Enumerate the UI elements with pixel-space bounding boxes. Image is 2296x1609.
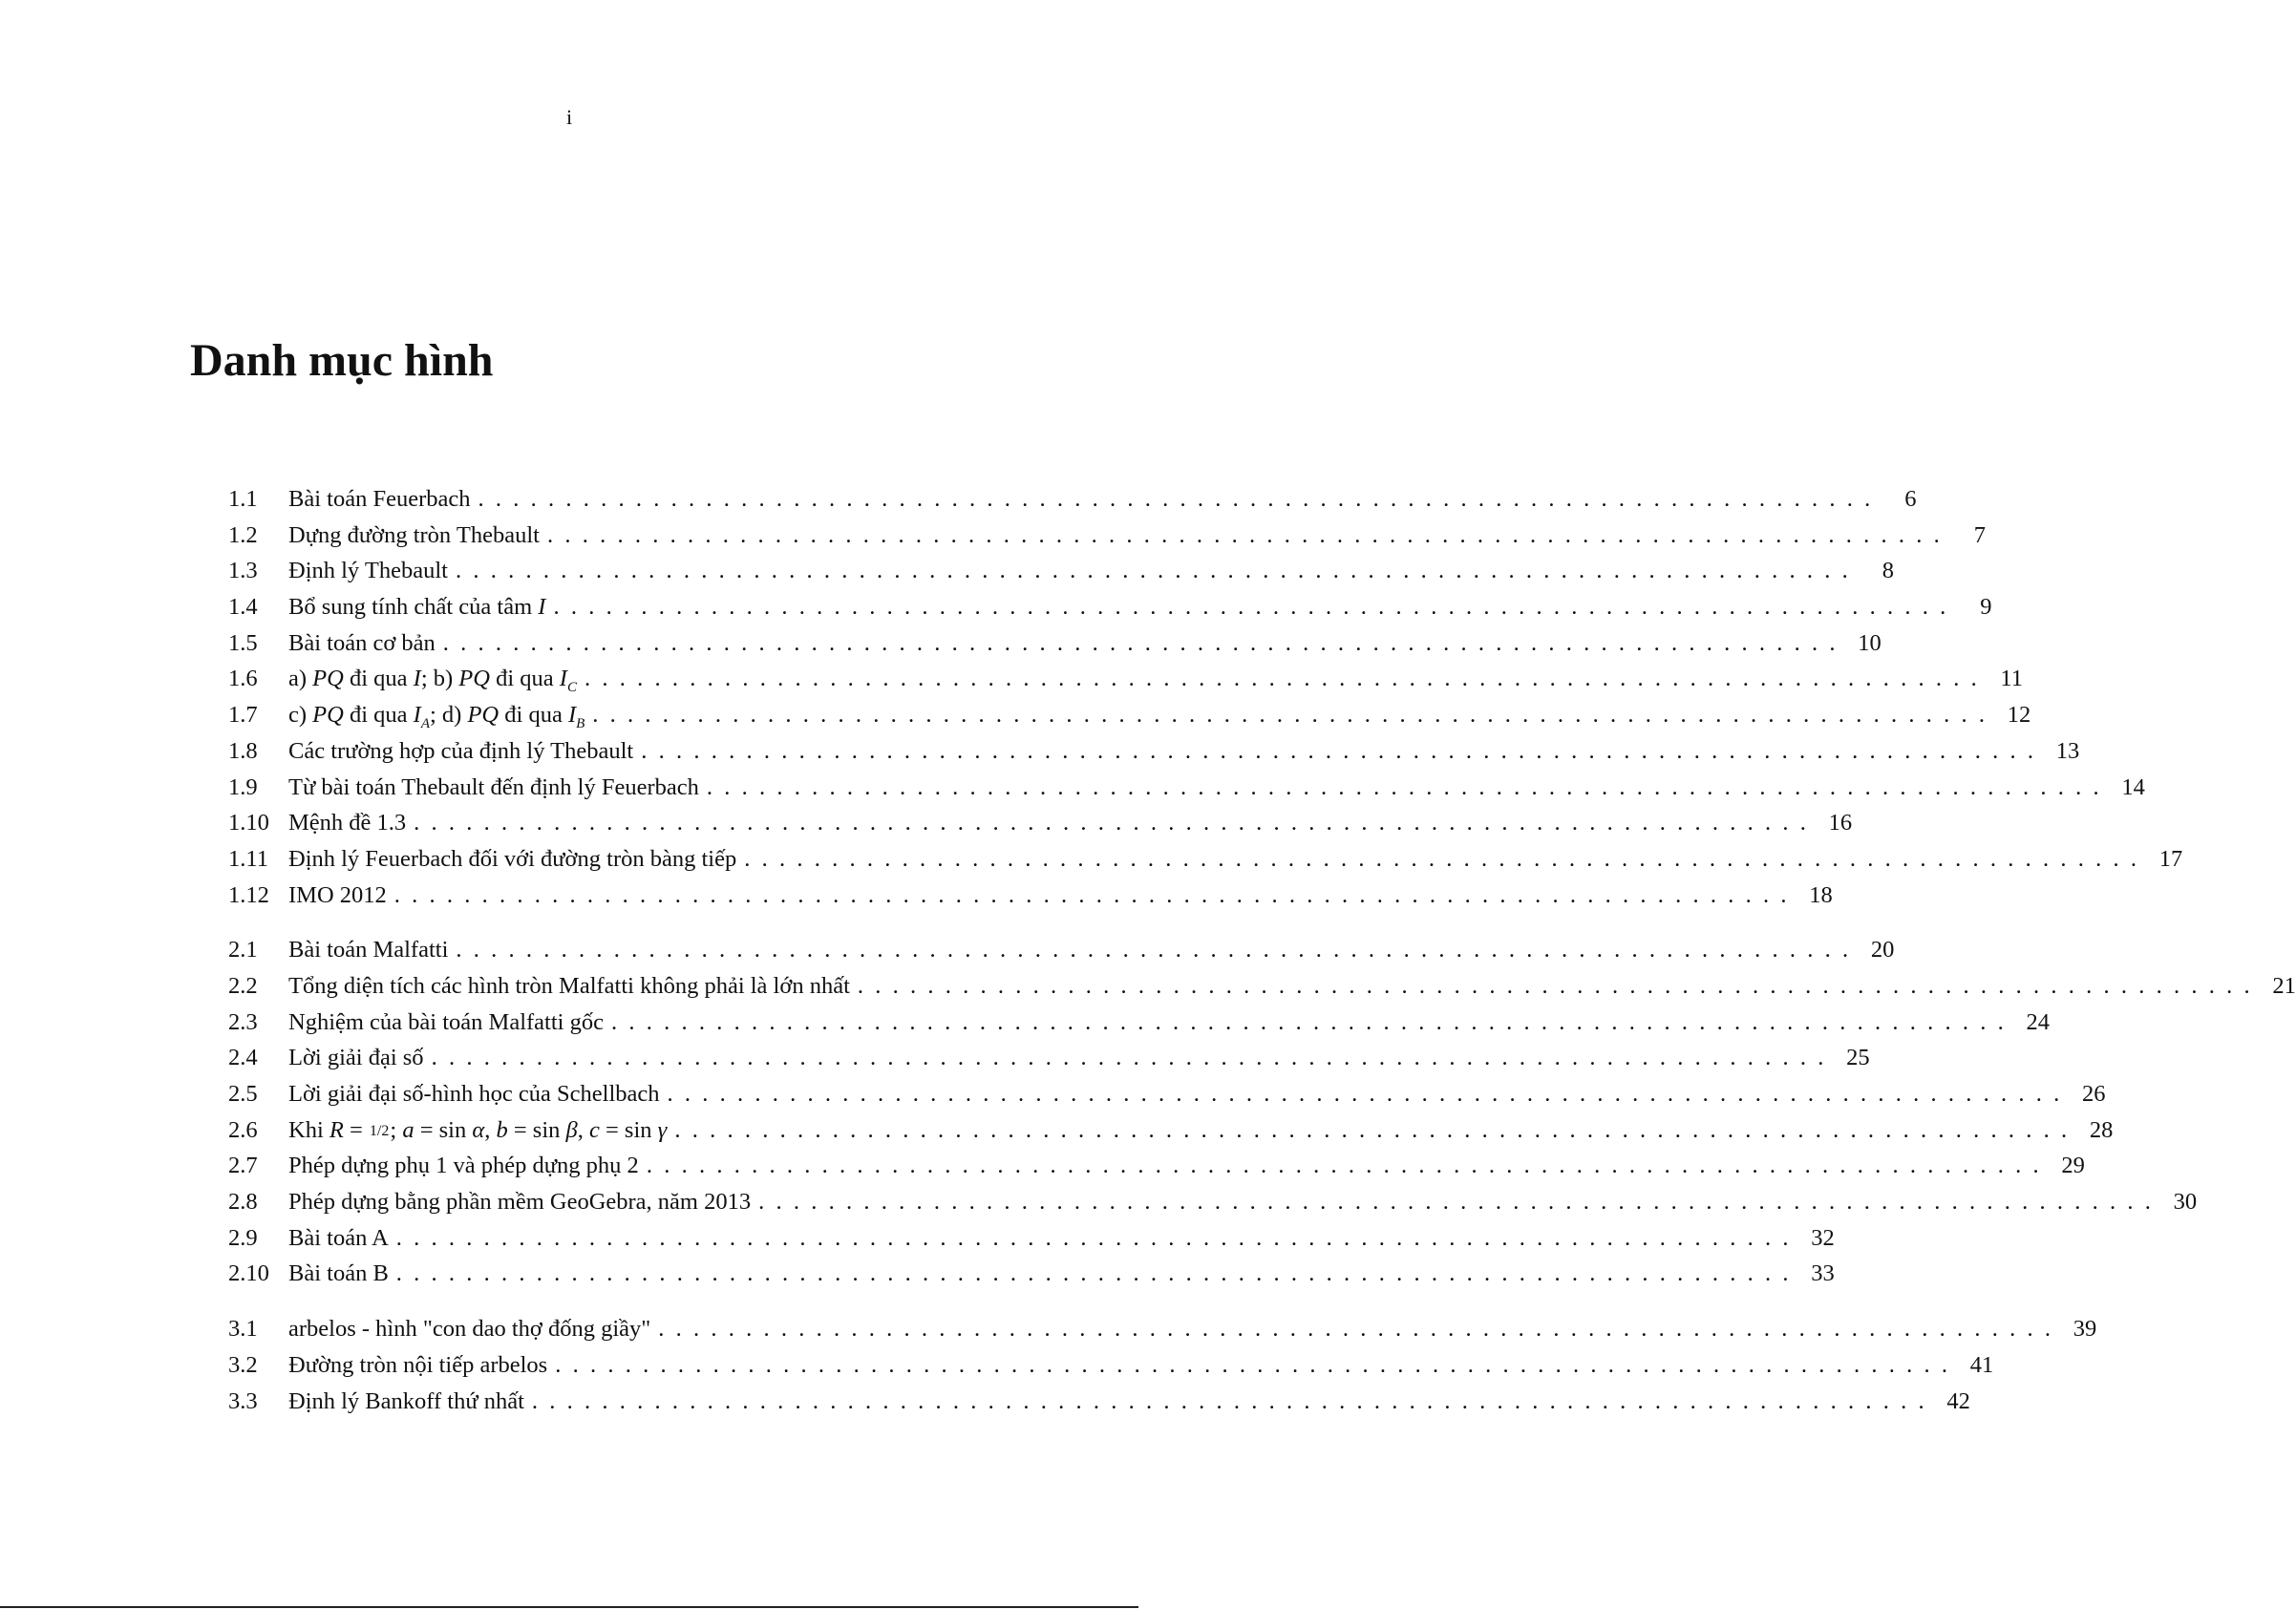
list-item[interactable] (228, 1316, 2097, 1352)
figure-caption[interactable] (288, 1153, 639, 1179)
page-ref[interactable]: 32 (1811, 1224, 1835, 1251)
figure-number: 1.11 (228, 845, 268, 872)
caption-text: Từ bài toán Thebault đến định lý Feuerbach (288, 773, 699, 800)
caption-text: Phép dựng bằng phần mềm GeoGebra, năm 2013 (288, 1189, 752, 1216)
caption-text: R (329, 1116, 344, 1143)
page-number: i (565, 105, 573, 129)
dot-leader: . . . . . . . . . . . . . . . . . . . . . . . . . . . . . . . . . . . . . . . . . . . . . . . . . . . . . . . . . . . . . . . . . . . . . . . . . . . . . . . . (478, 486, 1882, 512)
caption-subscript: A (420, 716, 430, 732)
page-ref[interactable]: 41 (1969, 1351, 1994, 1378)
page-ref[interactable]: 21 (2272, 972, 2296, 999)
figure-caption[interactable] (288, 774, 699, 801)
caption-text: Bài toán Malfatti (288, 937, 449, 963)
caption-text: Bài toán B (288, 1260, 389, 1287)
caption-text: ; b) (420, 666, 459, 692)
caption-text: a) (288, 666, 313, 692)
caption-text: đi qua (343, 666, 414, 692)
caption-text: c (588, 1116, 600, 1143)
figure-caption[interactable] (288, 973, 850, 1000)
list-item[interactable] (228, 810, 1853, 846)
caption-text: α (472, 1116, 485, 1143)
dot-leader: . . . . . . . . . . . . . . . . . . . . . . . . . . . . . . . . . . . . . . . . . . . . . . . . . . . . . . . . . . . . . . . . . . . . . . . . . . . . . . . . (667, 1081, 2072, 1107)
list-item[interactable] (228, 773, 2145, 811)
figure-number: 1.12 (228, 881, 269, 908)
list-item[interactable] (228, 521, 1986, 559)
dot-leader: . . . . . . . . . . . . . . . . . . . . . . . . . . . . . . . . . . . . . . . . . . . . . . . . . . . . . . . . . . . . . . . . . . . . . . . . . . . . . . . . (555, 1351, 1960, 1378)
dot-leader: . . . . . . . . . . . . . . . . . . . . . . . . . . . . . . . . . . . . . . . . . . . . . . . . . . . . . . . . . . . . . . . . . . . . . . . . . . . . . . . . (592, 702, 1997, 729)
list-item[interactable] (228, 558, 1894, 594)
caption-text: PQ (458, 666, 490, 692)
list-item[interactable] (228, 1116, 2114, 1154)
page-ref[interactable]: 17 (2158, 845, 2183, 872)
caption-text: γ (657, 1116, 668, 1143)
page-ref[interactable]: 39 (2073, 1316, 2097, 1343)
list-item[interactable] (228, 972, 2296, 1009)
list-item[interactable] (228, 486, 1917, 522)
list-item[interactable] (228, 702, 2031, 738)
dot-leader: . . . . . . . . . . . . . . . . . . . . . . . . . . . . . . . . . . . . . . . . . . . . . . . . . . . . . . . . . . . . . . . . . . . . . . . . . . . . . . . . (531, 1387, 1936, 1414)
figure-number: 1.7 (228, 702, 258, 729)
figure-number: 2.2 (228, 972, 258, 999)
caption-text: Bài toán A (288, 1224, 389, 1251)
caption-text: Đường tròn nội tiếp arbelos (288, 1351, 548, 1378)
dot-leader: . . . . . . . . . . . . . . . . . . . . . . . . . . . . . . . . . . . . . . . . . . . . . . . . . . . . . . . . . . . . . . . . . . . . . . . . . . . . . . . . (553, 594, 1958, 621)
dot-leader: . . . . . . . . . . . . . . . . . . . . . . . . . . . . . . . . . . . . . . . . . . . . . . . . . . . . . . . . . . . . . . . . . . . . . . . . . . . . . . . . (658, 1316, 2063, 1343)
dot-leader: . . . . . . . . . . . . . . . . . . . . . . . . . . . . . . . . . . . . . . . . . . . . . . . . . . . . . . . . . . . . . . . . . . . . . . . . . . . . . . . . (584, 666, 1988, 692)
list-item[interactable] (228, 1351, 1994, 1388)
figure-number: 3.2 (228, 1351, 258, 1378)
caption-text: ; (390, 1116, 403, 1143)
caption-text: Khi (288, 1116, 330, 1143)
list-item[interactable] (228, 1387, 1970, 1425)
caption-text: IMO 2012 (288, 881, 387, 908)
page-ref[interactable]: 26 (2082, 1081, 2106, 1107)
figure-caption[interactable] (288, 558, 448, 584)
dot-leader: . . . . . . . . . . . . . . . . . . . . . . . . . . . . . . . . . . . . . . . . . . . . . . . . . . . . . . . . . . . . . . . . . . . . . . . . . . . . . . . . (395, 1260, 1800, 1287)
dot-leader: . . . . . . . . . . . . . . . . . . . . . . . . . . . . . . . . . . . . . . . . . . . . . . . . . . . . . . . . . . . . . . . . . . . . . . . . . . . . . . . . (641, 737, 2046, 764)
page-ref[interactable]: 30 (2173, 1189, 2198, 1216)
page-ref[interactable]: 28 (2089, 1116, 2114, 1143)
figure-number: 1.5 (228, 629, 258, 656)
caption-text: Mệnh đề 1.3 (288, 810, 407, 836)
caption-text: Định lý Feuerbach đối với đường tròn bàng tiếp (288, 845, 737, 872)
caption-text: Dựng đường tròn Thebault (288, 521, 540, 548)
caption-text: I (413, 666, 421, 692)
caption-text: Bài toán Feuerbach (288, 486, 471, 512)
caption-text: Định lý Bankoff thứ nhất (288, 1387, 524, 1414)
caption-text: Các trường hợp của định lý Thebault (288, 737, 634, 764)
caption-text: Lời giải đại số-hình học của Schellbach (288, 1081, 660, 1107)
dot-leader: . . . . . . . . . . . . . . . . . . . . . . . . . . . . . . . . . . . . . . . . . . . . . . . . . . . . . . . . . . . . . . . . . . . . . . . . . . . . . . . . (455, 558, 1860, 584)
list-item[interactable] (228, 1008, 2050, 1046)
figure-caption[interactable] (288, 738, 633, 765)
figure-caption[interactable] (288, 1189, 751, 1216)
caption-text: , (484, 1116, 497, 1143)
figure-number: 1.1 (228, 486, 258, 512)
caption-text: β (565, 1116, 578, 1143)
page-ref[interactable]: 7 (1973, 521, 1986, 548)
figure-number: 1.4 (228, 594, 258, 621)
caption-text: = (343, 1116, 369, 1143)
dot-leader: . . . . . . . . . . . . . . . . . . . . . . . . . . . . . . . . . . . . . . . . . . . . . . . . . . . . . . . . . . . . . . . . . . . . . . . . . . . . . . . . (431, 1045, 1836, 1071)
page-ref[interactable]: 33 (1811, 1260, 1835, 1287)
list-item[interactable] (228, 845, 2183, 882)
figure-caption[interactable] (288, 1316, 650, 1343)
dot-leader: . . . . . . . . . . . . . . . . . . . . . . . . . . . . . . . . . . . . . . . . . . . . . . . . . . . . . . . . . . . . . . . . . . . . . . . . . . . . . . . . (674, 1116, 2079, 1143)
caption-text: đi qua (343, 702, 414, 729)
caption-text: PQ (467, 702, 500, 729)
caption-text: I (567, 702, 577, 729)
page-ref[interactable]: 25 (1846, 1045, 1870, 1071)
list-item[interactable] (228, 629, 1881, 667)
caption-subscript: C (566, 680, 577, 696)
caption-text: PQ (312, 702, 344, 729)
figure-caption[interactable] (288, 666, 577, 696)
page-ref[interactable]: 42 (1946, 1387, 1970, 1414)
figure-number: 1.8 (228, 737, 258, 764)
dot-leader: . . . . . . . . . . . . . . . . . . . . . . . . . . . . . . . . . . . . . . . . . . . . . . . . . . . . . . . . . . . . . . . . . . . . . . . . . . . . . . . . (395, 1224, 1800, 1251)
caption-text: c) (288, 702, 313, 729)
figure-caption[interactable] (288, 702, 585, 732)
caption-text: Nghiệm của bài toán Malfatti gốc (288, 1008, 604, 1035)
caption-text: đi qua (489, 666, 560, 692)
figure-number: 2.1 (228, 937, 258, 963)
page-ref[interactable]: 12 (2007, 702, 2031, 729)
caption-text: I (559, 666, 567, 692)
group-spacer (228, 1297, 1029, 1316)
page-ref[interactable]: 13 (2055, 737, 2080, 764)
caption-text: b (496, 1116, 508, 1143)
figure-caption[interactable] (288, 594, 545, 621)
figure-number: 3.3 (228, 1387, 258, 1414)
list-item[interactable] (228, 1189, 2198, 1225)
page-ref[interactable]: 9 (1980, 594, 1992, 621)
figure-caption[interactable] (288, 1009, 604, 1036)
page-ref[interactable]: 8 (1881, 558, 1894, 584)
figure-number: 2.9 (228, 1224, 258, 1251)
page-edge-divider (0, 1606, 1138, 1608)
page-ref[interactable]: 18 (1809, 881, 1833, 908)
page-ref[interactable]: 29 (2061, 1153, 2085, 1179)
list-item[interactable] (228, 737, 2080, 774)
dot-leader: . . . . . . . . . . . . . . . . . . . . . . . . . . . . . . . . . . . . . . . . . . . . . . . . . . . . . . . . . . . . . . . . . . . . . . . . . . . . . . . . (442, 629, 1847, 656)
list-item[interactable] (228, 937, 1895, 973)
caption-text: = sin (599, 1116, 658, 1143)
dot-leader: . . . . . . . . . . . . . . . . . . . . . . . . . . . . . . . . . . . . . . . . . . . . . . . . . . . . . . . . . . . . . . . . . . . . . . . . . . . . . . . . (646, 1153, 2051, 1179)
page-ref[interactable]: 11 (2000, 666, 2023, 692)
figure-caption[interactable] (288, 1117, 667, 1144)
figure-number: 2.6 (228, 1116, 258, 1143)
caption-text: a (402, 1116, 415, 1143)
caption-text: = sin (414, 1116, 473, 1143)
page-ref[interactable]: 24 (2026, 1008, 2050, 1035)
figure-number: 2.10 (228, 1260, 269, 1287)
page-ref[interactable]: 16 (1828, 810, 1853, 836)
dot-leader: . . . . . . . . . . . . . . . . . . . . . . . . . . . . . . . . . . . . . . . . . . . . . . . . . . . . . . . . . . . . . . . . . . . . . . . . . . . . . . . . (857, 972, 2262, 999)
list-item[interactable] (228, 594, 1992, 630)
page-ref[interactable]: 20 (1870, 937, 1895, 963)
caption-text: , (577, 1116, 589, 1143)
caption-text: = sin (507, 1116, 566, 1143)
caption-text: I (538, 594, 546, 621)
dot-leader: . . . . . . . . . . . . . . . . . . . . . . . . . . . . . . . . . . . . . . . . . . . . . . . . . . . . . . . . . . . . . . . . . . . . . . . . . . . . . . . . (706, 773, 2111, 800)
list-item[interactable] (228, 666, 2023, 702)
figure-caption[interactable] (288, 1260, 389, 1287)
caption-text: PQ (312, 666, 344, 692)
figure-number: 1.9 (228, 773, 258, 800)
figure-caption[interactable] (288, 1225, 389, 1252)
dot-leader: . . . . . . . . . . . . . . . . . . . . . . . . . . . . . . . . . . . . . . . . . . . . . . . . . . . . . . . . . . . . . . . . . . . . . . . . . . . . . . . . (393, 881, 1798, 908)
page-ref[interactable]: 10 (1858, 629, 1881, 656)
page-ref[interactable]: 6 (1904, 486, 1917, 512)
caption-fraction: 1/2 (369, 1122, 390, 1139)
caption-subscript: B (576, 716, 585, 732)
list-item[interactable] (228, 881, 1833, 919)
figure-caption[interactable] (288, 937, 448, 963)
figure-caption[interactable] (288, 1045, 424, 1071)
figure-number: 2.7 (228, 1153, 258, 1179)
figure-caption[interactable] (288, 1352, 547, 1379)
list-item[interactable] (228, 1081, 2106, 1117)
figure-caption[interactable] (288, 1388, 524, 1415)
figure-caption[interactable] (288, 810, 406, 836)
figure-caption[interactable] (288, 630, 436, 657)
figure-number: 1.10 (228, 810, 269, 836)
list-item[interactable] (228, 1260, 1835, 1297)
caption-text: ; d) (430, 702, 468, 729)
figure-number: 1.3 (228, 558, 258, 584)
figure-number: 2.5 (228, 1081, 258, 1107)
figure-caption[interactable] (288, 522, 540, 549)
dot-leader: . . . . . . . . . . . . . . . . . . . . . . . . . . . . . . . . . . . . . . . . . . . . . . . . . . . . . . . . . . . . . . . . . . . . . . . . . . . . . . . . (610, 1008, 2015, 1035)
caption-text: đi qua (499, 702, 568, 729)
list-item[interactable] (228, 1224, 1835, 1261)
caption-text: Bổ sung tính chất của tâm (288, 594, 539, 621)
dot-leader: . . . . . . . . . . . . . . . . . . . . . . . . . . . . . . . . . . . . . . . . . . . . . . . . . . . . . . . . . . . . . . . . . . . . . . . . . . . . . . . . (456, 937, 1860, 963)
figure-caption[interactable] (288, 846, 736, 873)
figure-number: 2.8 (228, 1189, 258, 1216)
caption-text: I (413, 702, 421, 729)
list-of-figures (228, 486, 2296, 1424)
figure-caption[interactable] (288, 486, 471, 513)
figure-number: 2.4 (228, 1045, 258, 1071)
caption-text: arbelos - hình "con dao thợ đống giầy" (288, 1316, 651, 1343)
dot-leader: . . . . . . . . . . . . . . . . . . . . . . . . . . . . . . . . . . . . . . . . . . . . . . . . . . . . . . . . . . . . . . . . . . . . . . . . . . . . . . . . (546, 521, 1951, 548)
page-ref[interactable]: 14 (2121, 773, 2145, 800)
figure-number: 1.2 (228, 521, 258, 548)
page-title: Danh mục hình (190, 335, 494, 386)
group-spacer (228, 918, 1029, 937)
caption-text: Phép dựng phụ 1 và phép dựng phụ 2 (288, 1153, 639, 1179)
figure-caption[interactable] (288, 1081, 660, 1108)
dot-leader: . . . . . . . . . . . . . . . . . . . . . . . . . . . . . . . . . . . . . . . . . . . . . . . . . . . . . . . . . . . . . . . . . . . . . . . . . . . . . . . . (758, 1189, 2163, 1216)
list-item[interactable] (228, 1045, 1870, 1081)
caption-text: Bài toán cơ bản (288, 629, 436, 656)
dot-leader: . . . . . . . . . . . . . . . . . . . . . . . . . . . . . . . . . . . . . . . . . . . . . . . . . . . . . . . . . . . . . . . . . . . . . . . . . . . . . . . . (744, 845, 2149, 872)
dot-leader: . . . . . . . . . . . . . . . . . . . . . . . . . . . . . . . . . . . . . . . . . . . . . . . . . . . . . . . . . . . . . . . . . . . . . . . . . . . . . . . . (414, 810, 1818, 836)
caption-text: Tổng diện tích các hình tròn Malfatti không phải là lớn nhất (288, 972, 850, 999)
caption-text: Lời giải đại số (288, 1045, 424, 1071)
list-item[interactable] (228, 1153, 2085, 1189)
figure-number: 2.3 (228, 1008, 258, 1035)
caption-text: Định lý Thebault (288, 558, 448, 584)
figure-caption[interactable] (288, 882, 387, 909)
figure-number: 1.6 (228, 666, 258, 692)
figure-number: 3.1 (228, 1316, 258, 1343)
